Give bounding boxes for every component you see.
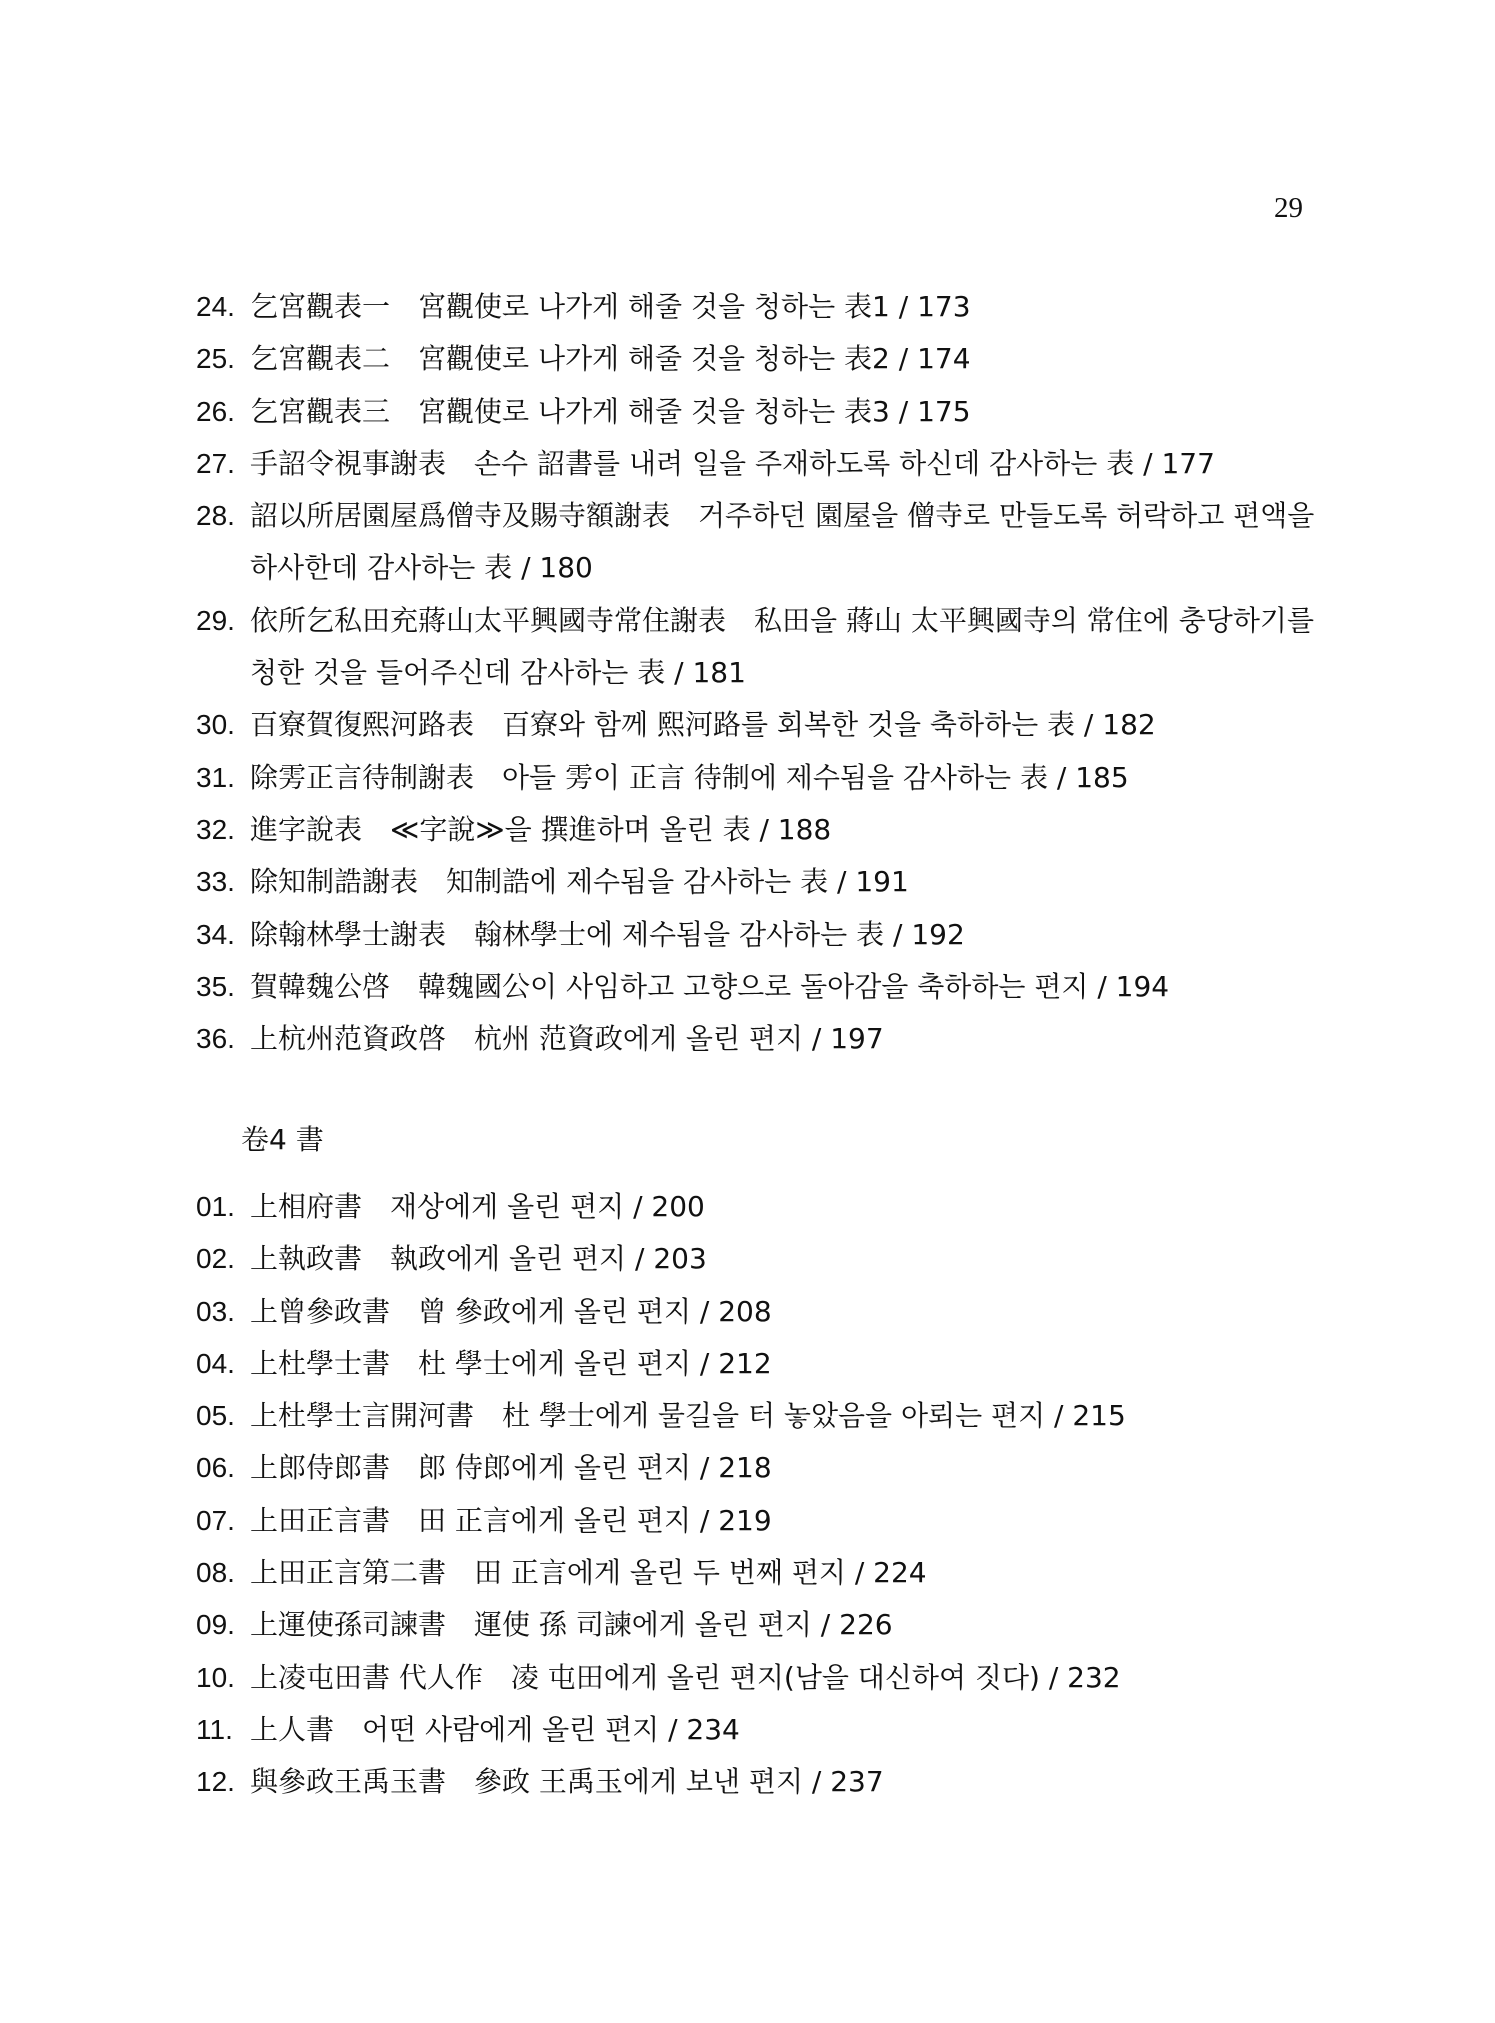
toc-entry xyxy=(196,386,1316,438)
entry-number: 35. xyxy=(196,970,235,1002)
entry-text: 除雱正言待制謝表 아들 雱이 正言 待制에 제수됨을 감사하는 表 / 185 xyxy=(250,760,1129,794)
entry-number: 04. xyxy=(196,1347,235,1379)
entry-text: 乞宮觀表二 宮觀使로 나가게 해줄 것을 청하는 表2 / 174 xyxy=(250,342,971,376)
entry-number: 32. xyxy=(196,813,235,845)
toc-entry xyxy=(196,804,1316,856)
entry-number: 08. xyxy=(196,1557,235,1589)
entry-text: 詔以所居園屋爲僧寺及賜寺額謝表 거주하던 園屋을 僧寺로 만들도록 허락하고 편액을 하사한데 감사하는 表 / 180 xyxy=(250,499,1315,585)
entry-number: 36. xyxy=(196,1023,235,1055)
entry-number: 27. xyxy=(196,447,235,479)
entry-number: 25. xyxy=(196,343,235,375)
entry-text: 上執政書 執政에게 올린 편지 / 203 xyxy=(250,1242,707,1276)
entry-number: 34. xyxy=(196,918,235,950)
entry-text: 百寮賀復熙河路表 百寮와 함께 熙河路를 회복한 것을 축하하는 表 / 182 xyxy=(250,708,1156,742)
toc-entry xyxy=(196,490,1316,595)
entry-text: 上運使孫司諫書 運使 孫 司諫에게 올린 편지 / 226 xyxy=(250,1608,893,1642)
entry-number: 29. xyxy=(196,604,235,636)
entry-number: 33. xyxy=(196,866,235,898)
toc-entry xyxy=(196,1181,1316,1233)
entry-text: 上杜學士言開河書 杜 學士에게 물길을 터 놓았음을 아뢰는 편지 / 215 xyxy=(250,1399,1126,1433)
entry-text: 進字說表 ≪字說≫을 撰進하며 올린 表 / 188 xyxy=(250,812,832,846)
toc-entry xyxy=(196,595,1316,700)
entry-text: 除知制誥謝表 知制誥에 제수됨을 감사하는 表 / 191 xyxy=(250,865,909,899)
entry-text: 賀韓魏公啓 韓魏國公이 사임하고 고향으로 돌아감을 축하하는 편지 / 194 xyxy=(250,969,1170,1003)
entry-number: 28. xyxy=(196,500,235,532)
entry-number: 01. xyxy=(196,1191,235,1222)
entry-text: 上田正言第二書 田 正言에게 올린 두 번째 편지 / 224 xyxy=(250,1556,927,1590)
toc-entry xyxy=(196,1233,1316,1285)
entry-text: 手詔令視事謝表 손수 詔書를 내려 일을 주재하도록 하신데 감사하는 表 / 177 xyxy=(250,446,1215,480)
toc-entry xyxy=(196,438,1316,490)
toc-entry xyxy=(196,1013,1316,1065)
toc-entry xyxy=(196,1390,1316,1442)
entry-text: 上杭州范資政啓 杭州 范資政에게 올린 편지 / 197 xyxy=(250,1022,884,1056)
toc-entry xyxy=(196,333,1316,385)
entry-number: 26. xyxy=(196,395,235,427)
toc-entry xyxy=(196,1442,1316,1494)
toc-entry xyxy=(196,1547,1316,1599)
section-heading: 卷4 書 xyxy=(241,1123,324,1156)
entry-number: 02. xyxy=(196,1243,235,1275)
toc-entry xyxy=(196,1599,1316,1651)
entry-number: 05. xyxy=(196,1400,235,1432)
entry-number: 24. xyxy=(196,291,235,322)
toc-entry xyxy=(196,909,1316,961)
entry-text: 上人書 어떤 사람에게 올린 편지 / 234 xyxy=(250,1712,740,1746)
entry-text: 上田正言書 田 正言에게 올린 편지 / 219 xyxy=(250,1503,772,1537)
toc-entry xyxy=(196,856,1316,908)
toc-entry xyxy=(196,699,1316,751)
entry-text: 除翰林學士謝表 翰林學士에 제수됨을 감사하는 表 / 192 xyxy=(250,917,965,951)
entry-number: 11. xyxy=(196,1713,233,1745)
entry-text: 上凌屯田書 代人作 凌 屯田에게 올린 편지(남을 대신하여 짓다) / 232 xyxy=(250,1660,1121,1694)
entry-text: 依所乞私田充蔣山太平興國寺常住謝表 私田을 蔣山 太平興國寺의 常住에 충당하기를 청한 것을 들어주신데 감사하는 表 / 181 xyxy=(250,603,1314,690)
entry-number: 10. xyxy=(196,1661,235,1693)
entry-text: 上曾參政書 曾 參政에게 올린 편지 / 208 xyxy=(250,1294,772,1328)
toc-entry xyxy=(196,1756,1316,1808)
entry-number: 30. xyxy=(196,709,235,741)
toc-entry xyxy=(196,1652,1316,1704)
entry-text: 上杜學士書 杜 學士에게 올린 편지 / 212 xyxy=(250,1346,772,1380)
toc-entry xyxy=(196,1338,1316,1390)
toc-entry xyxy=(196,1495,1316,1547)
entry-text: 上郎侍郎書 郎 侍郎에게 올린 편지 / 218 xyxy=(250,1451,772,1485)
toc-entry xyxy=(196,281,1316,333)
entry-number: 03. xyxy=(196,1295,235,1327)
entry-text: 乞宮觀表三 宮觀使로 나가게 해줄 것을 청하는 表3 / 175 xyxy=(250,394,971,428)
toc-list-part1 xyxy=(196,281,1316,1065)
page-number: 29 xyxy=(1274,192,1303,224)
entry-text: 上相府書 재상에게 올린 편지 / 200 xyxy=(250,1190,705,1223)
toc-entry xyxy=(196,961,1316,1013)
entry-number: 07. xyxy=(196,1504,235,1536)
entry-number: 06. xyxy=(196,1452,235,1484)
entry-number: 09. xyxy=(196,1609,235,1641)
toc-entry xyxy=(196,1286,1316,1338)
entry-number: 12. xyxy=(196,1766,235,1798)
toc-list-part2 xyxy=(196,1181,1316,1809)
toc-entry xyxy=(196,1704,1316,1756)
entry-number: 31. xyxy=(196,761,235,793)
entry-text: 乞宮觀表一 宮觀使로 나가게 해줄 것을 청하는 表1 / 173 xyxy=(250,290,971,323)
toc-entry xyxy=(196,752,1316,804)
entry-text: 與參政王禹玉書 參政 王禹玉에게 보낸 편지 / 237 xyxy=(250,1765,884,1799)
